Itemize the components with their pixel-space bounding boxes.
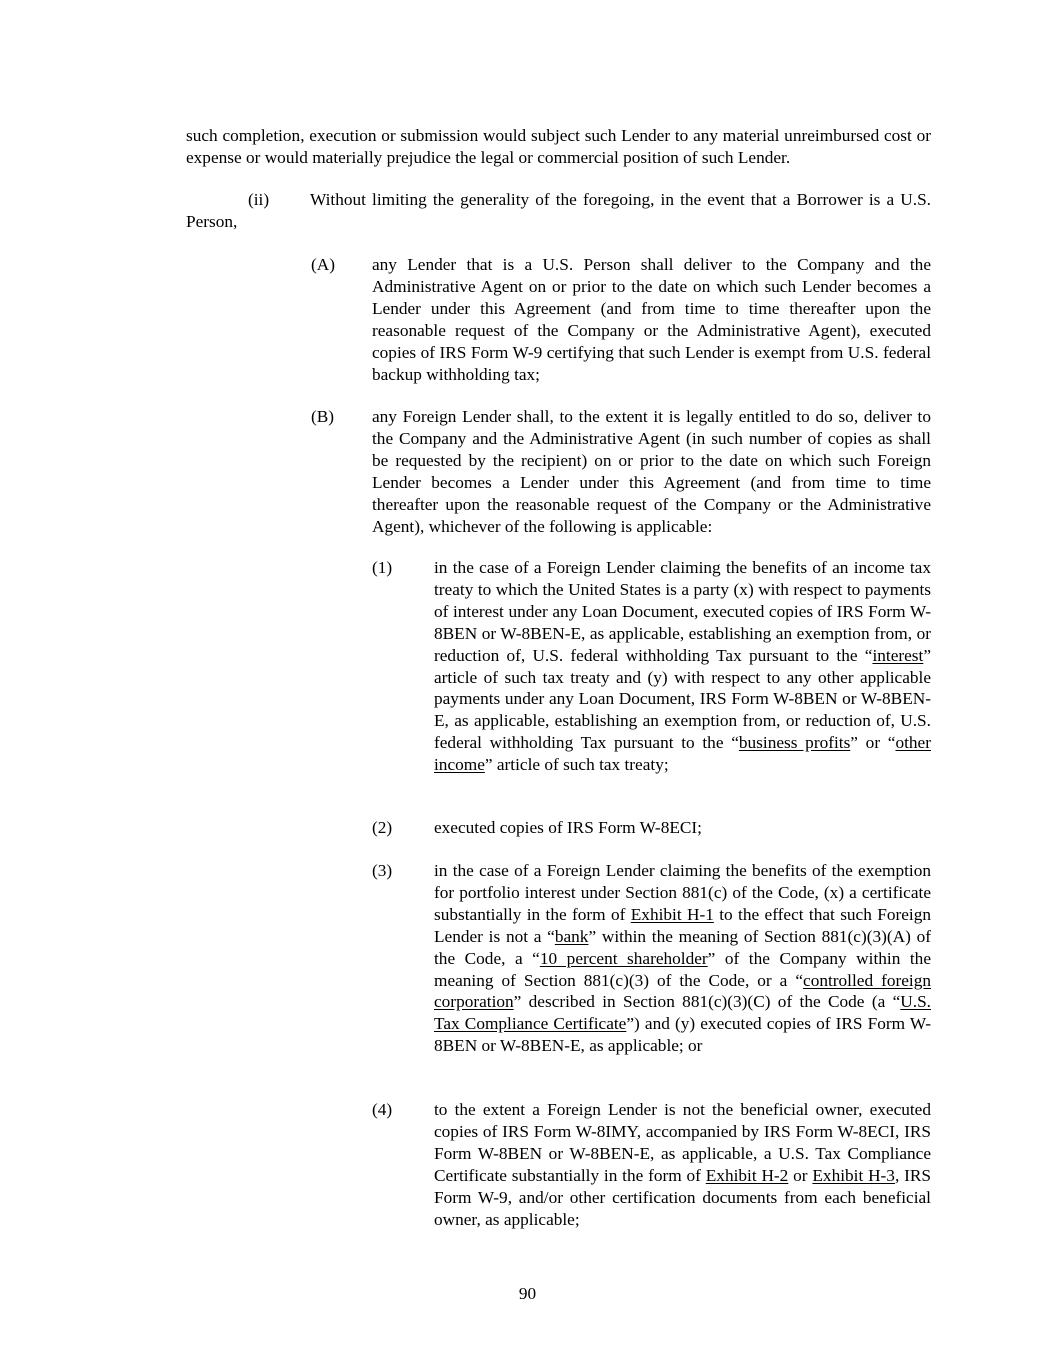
item-1-text-4: ” article of such tax treaty; [484,755,669,775]
item-3-text-5: ” described in Section 881(c)(3)(C) of the Code (a “ [513,992,901,1012]
term-controlled-foreign-corporation: controlled foreign corporation [434,970,931,1012]
term-10-percent-shareholder: 10 percent shareholder [539,948,708,968]
item-4-marker: (4) [372,1100,393,1119]
clause-a-paragraph [372,254,931,385]
item-3-text-4: ” of the Company within the meaning of Section 881(c)(3) of the Code, or a “ [434,948,931,990]
item-1-paragraph [434,557,931,776]
item-2-text: executed copies of IRS Form W-8ECI; [434,818,702,837]
item-3-paragraph [434,860,931,1057]
clause-ii-text: Without limiting the generality of the foregoing, in the event that a Borrower is a U.S. Person, [186,190,931,231]
item-4-text-3: , IRS Form W-9, and/or other certification documents from each beneficial owner, as applicable; [434,1165,931,1229]
item-1-text-1: in the case of a Foreign Lender claiming the benefits of an income tax treaty to which the United States is a party (x) with respect to payments of interest under any Loan Document, executed copies of IRS Form W-8BEN or W-8BEN-E, as applicable, establishing an exemption from, or reduction of, U.S. federal withholding Tax pursuant to the “ [434,558,931,665]
item-4-text-1: to the extent a Foreign Lender is not the beneficial owner, executed copies of IRS Form W-8IMY, accompanied by IRS Form W-8ECI, IRS Form W-8BEN or W-8BEN-E, as applicable, a U.S. Tax Compliance Certificate substantially in the form of [434,1100,931,1185]
clause-ii-marker: (ii) [248,190,270,209]
term-us-tax-compliance-certificate: U.S. Tax Compliance Certificate [434,992,931,1034]
term-business-profits: business profits [738,733,851,753]
term-exhibit-h-3: Exhibit H-3 [812,1165,895,1185]
item-1-text-2: ” article of such tax treaty and (y) with respect to any other applicable payments under any Loan Document, IRS Form W-8BEN or W-8BEN-E, as applicable, establishing an exemption from, or reduction of, U.S. federal withholding Tax pursuant to the “ [434,645,931,753]
continuation-paragraph [186,125,931,169]
term-other-income: other income [434,733,931,775]
continuation-text: such completion, execution or submission would subject such Lender to any material unreimbursed cost or expense or would materially prejudice the legal or commercial position of such Lender. [186,126,931,167]
term-exhibit-h-2: Exhibit H-2 [705,1165,789,1185]
clause-b-marker: (B) [311,407,335,426]
item-1-marker: (1) [372,558,393,577]
term-exhibit-h-1: Exhibit H-1 [630,904,714,924]
item-4-text-2: or [788,1165,813,1185]
item-3-text-6: ”) and (y) executed copies of IRS Form W-8BEN or W-8BEN-E, as applicable; or [434,1014,931,1056]
clause-a-text: any Lender that is a U.S. Person shall deliver to the Company and the Administrative Agent on or prior to the date on which such Lender becomes a Lender under this Agreement (and from time to time thereafter upon the reasonable request of the Company or the Administrative Agent), executed copies of IRS Form W-9 certifying that such Lender is exempt from U.S. federal backup withholding tax; [372,255,931,384]
item-3-text-2: to the effect that such Foreign Lender is not a “ [434,904,931,946]
page-number: 90 [518,1284,537,1303]
item-2-marker: (2) [372,818,393,837]
term-interest: interest [872,645,924,665]
item-3-text-3: ” within the meaning of Section 881(c)(3)(A) of the Code, a “ [434,926,931,968]
clause-b-paragraph [372,406,931,537]
item-3-text-1: in the case of a Foreign Lender claiming the benefits of the exemption for portfolio interest under Section 881(c) of the Code, (x) a certificate substantially in the form of [434,861,931,924]
item-2-paragraph [434,817,931,839]
item-1-text-3: ” or “ [850,733,896,753]
clause-a-marker: (A) [311,255,335,274]
item-3-marker: (3) [372,861,393,880]
item-4-paragraph [434,1099,931,1230]
clause-ii-paragraph [186,189,931,233]
clause-b-text: any Foreign Lender shall, to the extent it is legally entitled to do so, deliver to the Company and the Administrative Agent (in such number of copies as shall be requested by the recipient) on or prior to the date on which such Foreign Lender becomes a Lender under this Agreement (and from time to time thereafter upon the reasonable request of the Company or the Administrative Agent), whichever of the following is applicable: [372,407,931,536]
term-bank: bank [554,926,589,946]
